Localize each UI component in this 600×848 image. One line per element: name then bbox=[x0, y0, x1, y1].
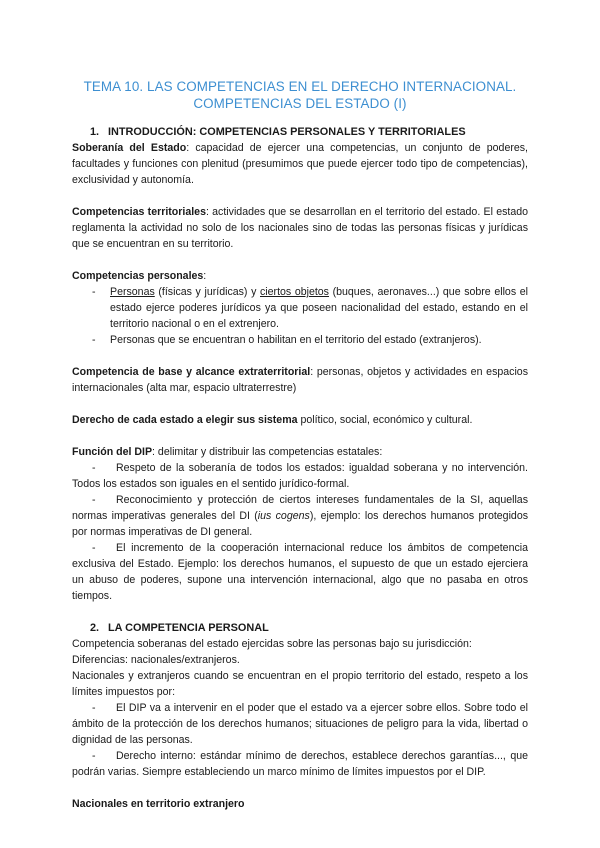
paragraph-derecho-sistema: Derecho de cada estado a elegir sus sistema político, social, económico y cultural. bbox=[72, 414, 473, 426]
document-body bbox=[72, 124, 528, 812]
list-item: - El incremento de la cooperación internacional reduce los ámbitos de competencia exclusiva del Estado. Ejemplo: los derechos humanos, el supuesto de que un estado ejerciera un abuso de poderes, supone una intervención internacional, algo que no pasaba en otros tiempos. bbox=[72, 542, 528, 602]
paragraph-competencia-personal: Competencia soberanas del estado ejercidas sobre las personas bajo su jurisdicción: bbox=[72, 638, 472, 650]
paragraph-territoriales: Competencias territoriales: actividades que se desarrollan en el territorio del estado. El estado reglamenta la actividad no solo de los nacionales sino de todas las personas físicas y jurídicas que se encuentran en su territorio. bbox=[72, 206, 528, 250]
paragraph-diferencias: Diferencias: nacionales/extranjeros. bbox=[72, 654, 240, 666]
paragraph-personales: Competencias personales: bbox=[72, 270, 207, 282]
paragraph-nacionales: Nacionales y extranjeros cuando se encuentran en el propio territorio del estado, respeto a los límites impuestos por: bbox=[72, 670, 528, 698]
title-line-2: COMPETENCIAS DEL ESTADO (I) bbox=[193, 96, 407, 111]
list-item: - Reconocimiento y protección de ciertos intereses fundamentales de la SI, aquellas normas imperativas generales del DI (ius cogens), ejemplo: los derechos humanos protegidos por normas imperativas de DI general. bbox=[72, 494, 529, 538]
list-item: - El DIP va a intervenir en el poder que el estado va a ejercer sobre ellos. Sobre todo el ámbito de la protección de los derechos humanos; situaciones de peligro para la vida, libertad o dignidad de las personas. bbox=[72, 702, 528, 746]
paragraph-soberania: Soberanía del Estado: capacidad de ejercer una competencias, un conjunto de poderes, facultades y funciones con plenitud (presumimos que puede ejercer todo tipo de competencias), exclusividad y autonomía. bbox=[72, 142, 528, 186]
subheading-nacionales-extranjero: Nacionales en territorio extranjero bbox=[72, 798, 245, 810]
section-2-heading: 2. LA COMPETENCIA PERSONAL bbox=[90, 622, 269, 634]
list-item: - Derecho interno: estándar mínimo de derechos, establece derechos garantías..., que podrán varias. Siempre estableciendo un marco mínimo de límites impuestos por el DIP. bbox=[72, 750, 528, 778]
list-item: - Personas (físicas y jurídicas) y ciertos objetos (buques, aeronaves...) que sobre ellos el estado ejerce poderes jurídicos ya que poseen nacionalidad del estado, estando en el territorio nacional o en el extrenjero. bbox=[92, 286, 528, 330]
section-1-heading: 1. INTRODUCCIÓN: COMPETENCIAS PERSONALES Y TERRITORIALES bbox=[90, 126, 466, 138]
list-item: - Respeto de la soberanía de todos los estados: igualdad soberana y no intervención. Todos los estados son iguales en el sentido jurídico-formal. bbox=[72, 462, 528, 490]
title-line-1: TEMA 10. LAS COMPETENCIAS EN EL DERECHO INTERNACIONAL. bbox=[83, 79, 517, 94]
paragraph-funcion-dip: Función del DIP: delimitar y distribuir las competencias estatales: bbox=[72, 446, 383, 458]
paragraph-extraterritorial: Competencia de base y alcance extraterritorial: personas, objetos y actividades en espacios internacionales (alta mar, espacio ultraterrestre) bbox=[72, 366, 528, 394]
list-item: - Personas que se encuentran o habilitan en el territorio del estado (extranjeros). bbox=[92, 334, 482, 346]
document-title bbox=[60, 78, 540, 112]
